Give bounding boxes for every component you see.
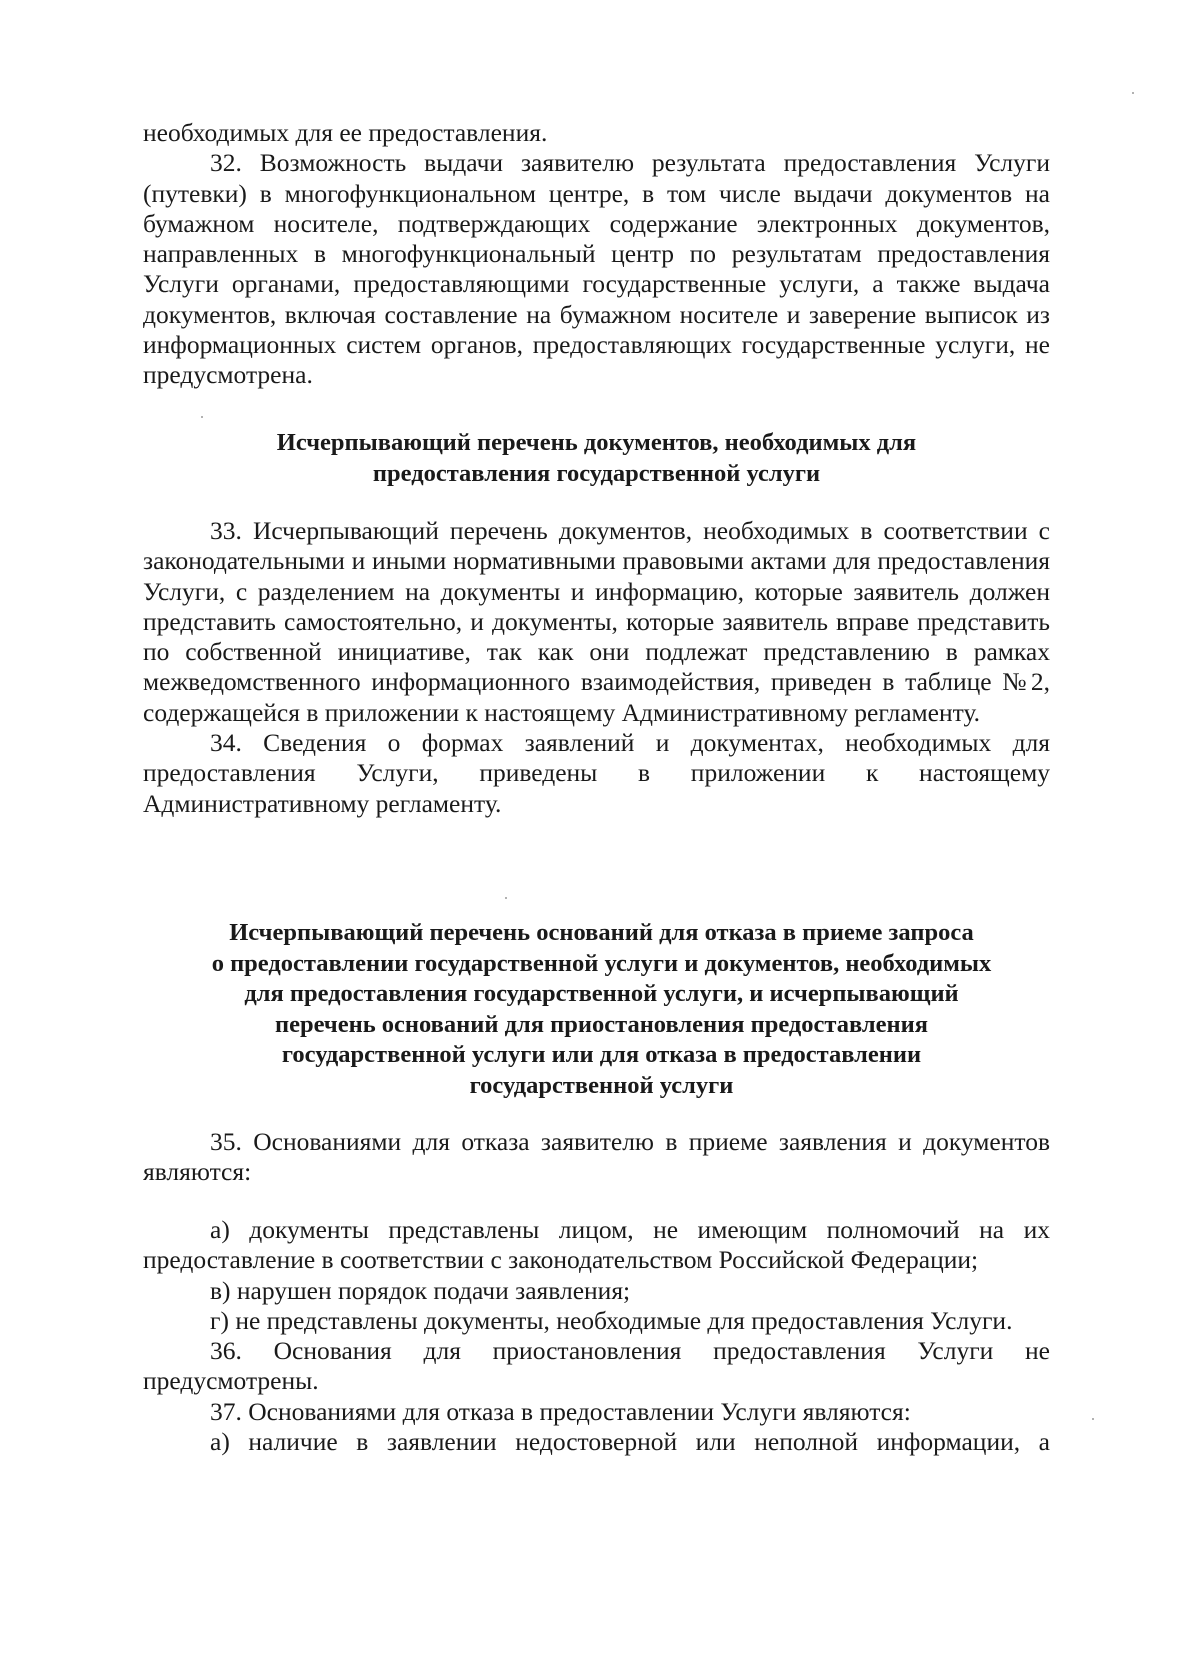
heading-line: предоставления государственной услуги [372, 459, 821, 487]
text-block-4 [143, 1215, 1050, 1457]
text-block-1 [143, 118, 1050, 391]
heading-line: государственной услуги или для отказа в предоставлении [281, 1041, 922, 1068]
list-item-a-37: а) наличие в заявлении недостоверной или неполной информации, а [210, 1427, 1050, 1457]
paragraph-37: 37. Основаниями для отказа в предоставлении Услуги являются: [210, 1396, 911, 1426]
paragraph-33: 33. Исчерпывающий перечень документов, необходимых в соответствии с законодательными и иными нормативными правовыми актами для предоставления Услуги, с разделением на документы и информацию, которые заявитель должен представить самостоятельно, и документы, которые заявитель вправе представить по собственной инициативе, так как они подлежат представлению в рамках межведомственного информационного взаимодействия, приведен в таблице №2, содержащейся в приложении к настоящему Административному регламенту. [143, 516, 1050, 727]
scan-speck [1132, 92, 1134, 94]
text-block-2 [143, 516, 1050, 819]
paragraph-35: 35. Основаниями для отказа заявителю в приеме заявления и документов являются: [143, 1127, 1050, 1187]
section-heading-documents [143, 428, 1050, 489]
paragraph-32: 32. Возможность выдачи заявителю результата предоставления Услуги (путевки) в многофункциональном центре, в том числе выдачи документов на бумажном носителе, подтверждающих содержание электронных документов, направленных в многофункциональный центр по результатам предоставления Услуги органами, предоставляющими государственные услуги, а также выдача документов, включая составление на бумажном носителе и заверение выписок из информационных систем органов, предоставляющих государственные услуги, не предусмотрена. [143, 148, 1050, 390]
list-item-g: г) не представлены документы, необходимые для предоставления Услуги. [210, 1305, 1013, 1335]
heading-line: для предоставления государственной услуги, и исчерпывающий [244, 980, 959, 1007]
heading-line: о предоставлении государственной услуги и документов, необходимых [211, 949, 992, 977]
paragraph-36: 36. Основания для приостановления предоставления Услуги не предусмотрены. [143, 1336, 1050, 1396]
heading-line: перечень оснований для приостановления предоставления [275, 1010, 928, 1038]
scan-speck [201, 416, 203, 418]
text-block-3 [143, 1127, 1050, 1188]
heading-line: Исчерпывающий перечень оснований для отказа в приеме запроса [229, 919, 974, 946]
heading-line: государственной услуги [469, 1071, 734, 1099]
section-heading-refusal-grounds [148, 918, 1055, 1101]
paragraph-continuation: необходимых для ее предоставления. [143, 118, 548, 147]
paragraph-34: 34. Сведения о формах заявлений и документах, необходимых для предоставления Услуги, приведены в приложении к настоящему Административному регламенту. [143, 728, 1050, 818]
list-item-v: в) нарушен порядок подачи заявления; [210, 1275, 631, 1305]
scan-speck [1092, 1418, 1094, 1420]
scan-speck [505, 897, 507, 899]
heading-line: Исчерпывающий перечень документов, необходимых для [276, 429, 917, 456]
list-item-a: а) документы представлены лицом, не имеющим полномочий на их предоставление в соответствии с законодательством Российской Федерации; [143, 1215, 1050, 1275]
